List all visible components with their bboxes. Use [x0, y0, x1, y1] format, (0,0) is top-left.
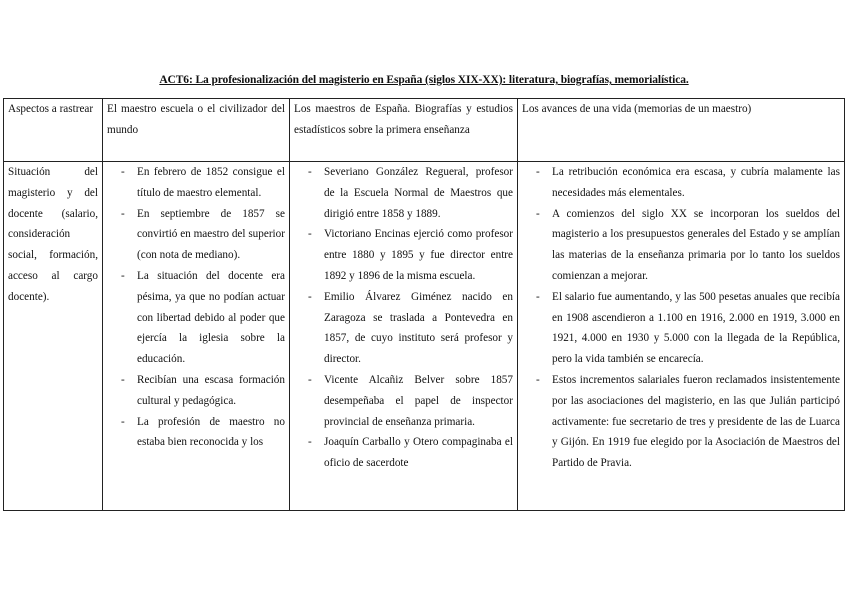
list-item: [107, 370, 285, 412]
list-item-text: Joaquín Carballo y Otero compaginaba el oficio de sacerdote: [324, 436, 513, 470]
dash-bullet: -: [121, 269, 125, 282]
list-item-text: Recibían una escasa formación cultural y pedagógica.: [137, 373, 285, 407]
dash-bullet: -: [121, 166, 125, 178]
list-item: [107, 204, 285, 266]
table-row: [4, 162, 845, 511]
list-item: [294, 224, 513, 286]
list-item: [107, 162, 285, 204]
list-item: [522, 162, 840, 204]
list-item: [294, 162, 513, 224]
header-aspects: Aspectos a rastrear: [4, 99, 103, 162]
dash-bullet: -: [308, 436, 312, 449]
list-item: [107, 412, 285, 454]
table-header-row: [4, 99, 845, 162]
cell-aspect: [4, 162, 103, 511]
list-item: [294, 370, 513, 432]
list-item-text: La retribución económica era escasa, y cubría malamente las necesidades más elementales.: [552, 166, 840, 199]
list-item-text: A comienzos del siglo XX se incorporan los sueldos del magisterio a los presupuestos generales del Estado y se amplían las materias de la enseñanza primaria por lo tanto los sueldos comienzan a mejorar.: [552, 207, 840, 282]
list-item-text: Estos incrementos salariales fueron reclamados insistentemente por las asociaciones del magisterio, en las que Julián participó activamente: fue secretario de tres y presidente de las de Luarca y Gijón. En 1919 fue elegido por la Asociación de Maestros del Partido de Pravia.: [552, 373, 840, 470]
dash-bullet: -: [536, 166, 540, 178]
header-maestros-espana: Los maestros de España. Biografías y estudios estadísticos sobre la primera enseñanza: [290, 99, 518, 162]
list-item-text: Vicente Alcañiz Belver sobre 1857 desempeñaba el papel de inspector provincial de enseñanza primaria.: [324, 373, 513, 428]
dash-bullet: -: [121, 415, 125, 428]
list-item-text: Victoriano Encinas ejerció como profesor entre 1880 y 1895 y fue director entre 1892 y 1896 de la misma escuela.: [324, 228, 513, 282]
header-avances-vida: Los avances de una vida (memorias de un maestro): [518, 99, 845, 162]
list-item: [522, 287, 840, 370]
dash-bullet: -: [308, 373, 312, 386]
list-item-text: Severiano González Regueral, profesor de la Escuela Normal de Maestros que dirigió entre 1858 y 1889.: [324, 166, 513, 220]
list-item: [107, 266, 285, 370]
list-item: [294, 287, 513, 370]
dash-bullet: -: [121, 207, 125, 220]
list-item: [522, 204, 840, 287]
list-item: [294, 432, 513, 474]
dash-bullet: -: [121, 373, 125, 386]
list-item-text: En febrero de 1852 consigue el título de maestro elemental.: [137, 166, 285, 199]
dash-bullet: -: [308, 228, 312, 241]
dash-bullet: -: [308, 166, 312, 178]
activity-table: [3, 98, 845, 511]
list-item: [522, 370, 840, 474]
list-avances-vida: [522, 162, 840, 474]
header-maestro-escuela: El maestro escuela o el civilizador del mundo: [103, 99, 290, 162]
document-title: ACT6: La profesionalización del magisterio en España (siglos XIX-XX): literatura, biografías, memorialística.: [159, 74, 689, 86]
dash-bullet: -: [536, 290, 540, 303]
dash-bullet: -: [308, 290, 312, 303]
list-maestros-espana: [294, 162, 513, 474]
dash-bullet: -: [536, 373, 540, 386]
cell-maestros-espana: [290, 162, 518, 511]
cell-avances-vida: [518, 162, 845, 511]
list-item-text: Emilio Álvarez Giménez nacido en Zaragoza se traslada a Pontevedra en 1857, de cuyo instituto será profesor y director.: [324, 290, 513, 366]
list-item-text: La situación del docente era pésima, ya que no podían actuar con libertad debido al poder que ejercía la iglesia sobre la educación.: [137, 269, 285, 366]
list-item-text: El salario fue aumentando, y las 500 pesetas anuales que recibía en 1908 ascendieron a 1.100 en 1916, 2.000 en 1919, 3.000 en 1921, 4.000 en 1930 y 5.000 con la llegada de la República, pero la vida también se encarecía.: [552, 290, 840, 366]
list-item-text: En septiembre de 1857 se convirtió en maestro del superior (con nota de mediano).: [137, 207, 285, 262]
list-item-text: La profesión de maestro no estaba bien reconocida y los: [137, 415, 285, 449]
cell-maestro-escuela: [103, 162, 290, 511]
list-maestro-escuela: [107, 162, 285, 453]
aspect-text: Situación del magisterio y del docente (salario, consideración social, formación, acceso al cargo docente).: [8, 166, 98, 303]
dash-bullet: -: [536, 207, 540, 220]
